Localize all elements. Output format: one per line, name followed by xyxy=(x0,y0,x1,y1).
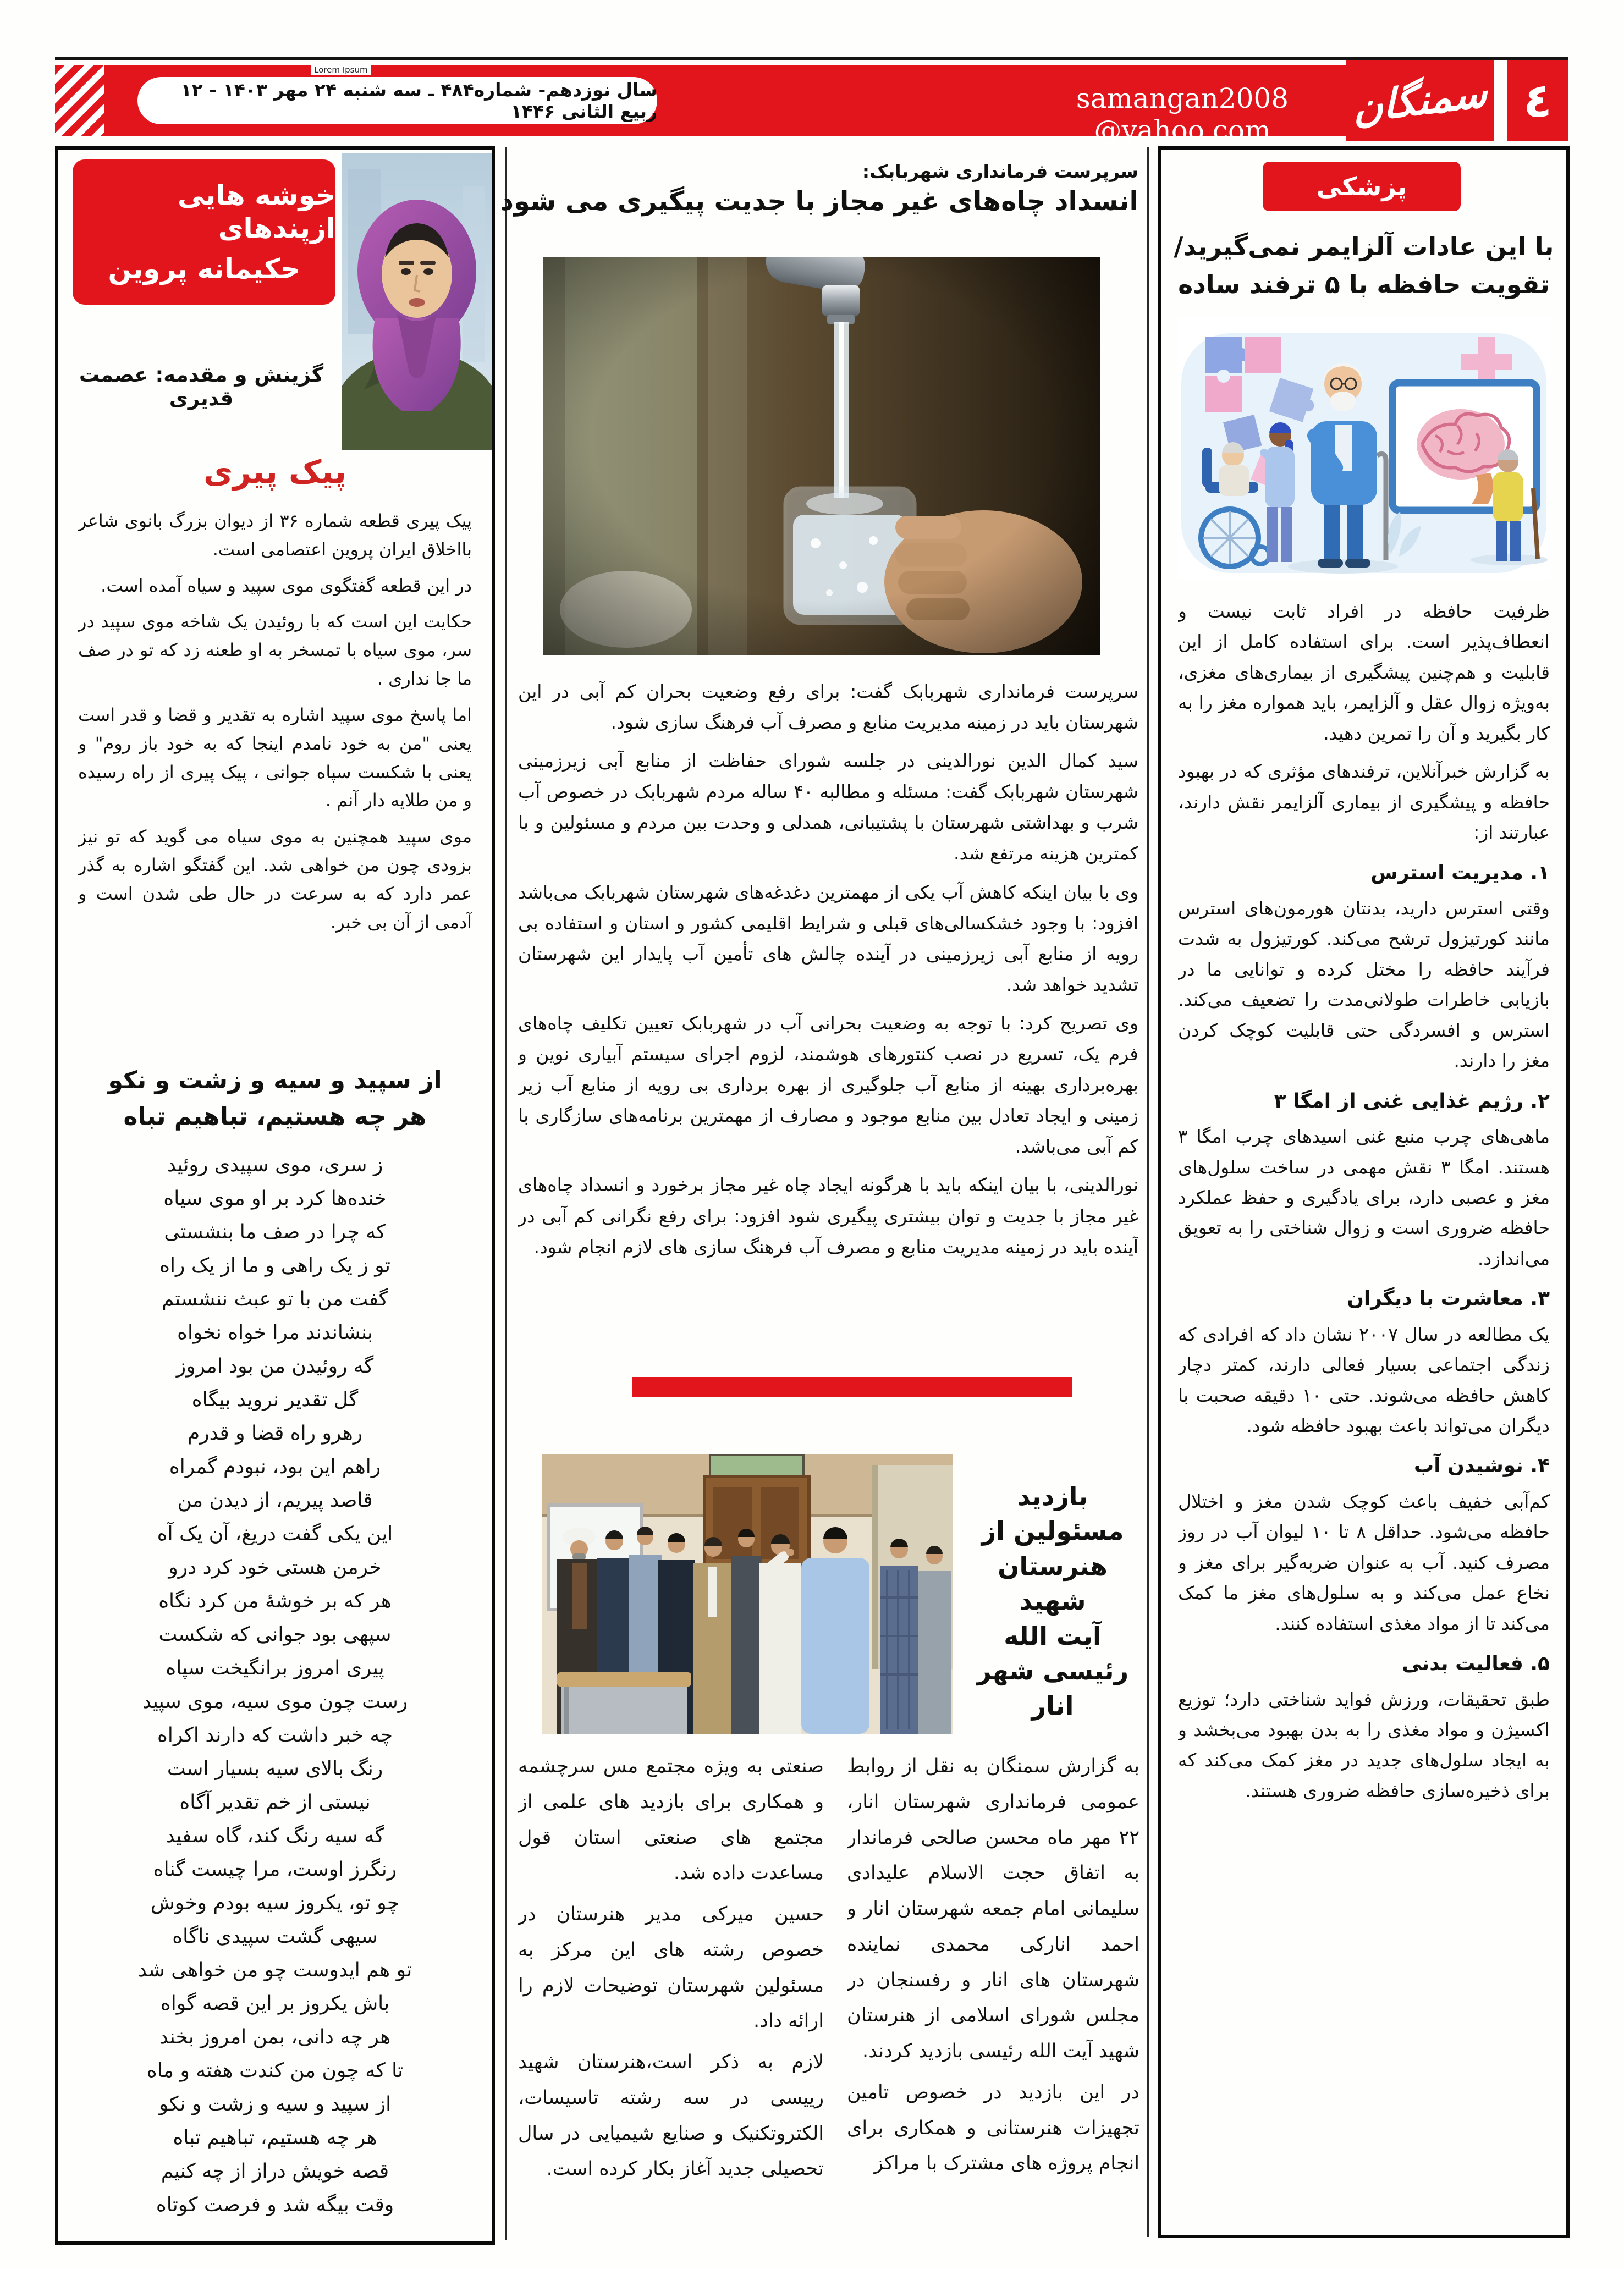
poem-line: سپهی بود جوانی که شکست xyxy=(158,1623,392,1646)
wells-paragraph: سید کمال الدین نورالدینی در جلسه شورای حفاظت از منابع آبی زیرزمینی شهرستان شهربابک گفت: مسئله و مطالبه ۴۰ ساله مردم شهربابک در خصوص آب شرب و بهداشتی شهرستان با پشتیبانی، همدلی و وحدت بین مردم و مسئولین و با کمترین هزینه مرتفع شد. xyxy=(518,750,1138,864)
school-title-line: انار xyxy=(1031,1690,1074,1721)
page-number: ٤ xyxy=(1523,73,1553,128)
poem-line: چو تو، یکروز سیه بودم وخوش xyxy=(150,1892,400,1914)
alzheimer-illustration-art xyxy=(1177,318,1551,581)
medical-article-body xyxy=(1178,596,1550,2224)
parvin-byline: گزینش و مقدمه: عصمت قدیری xyxy=(79,363,324,410)
parvin-intro-paragraph: پیک پیری قطعه شماره ۳۶ از دیوان بزرگ بانوی شاعر بااخلاق ایران پروین اعتصامی است. xyxy=(78,510,472,560)
school-paragraph: حسین میرکی مدیر هنرستان در خصوص رشته های این مرکز به مسئولین شهرستان توضیحات لازم را ارائه داد. xyxy=(518,1903,824,2032)
school-title-line: شهید xyxy=(1019,1586,1086,1616)
poem-line: خرمن هستی خود کرد درو xyxy=(168,1556,382,1579)
tap-water-photo xyxy=(543,257,1100,655)
parvin-intro-paragraph: در این قطعه گفتگوی موی سپید و سیاه آمده است. xyxy=(101,575,472,596)
print-artifact-text: Lorem Ipsum xyxy=(311,65,371,75)
school-title-line: هنرستان xyxy=(998,1551,1108,1581)
page-number-badge xyxy=(1507,60,1568,141)
poem-line: گفت من با تو عبث ننشستم xyxy=(162,1288,388,1310)
parvin-portrait-art xyxy=(342,153,492,450)
poem-line: گه سیه رنگ کند، گاه سفید xyxy=(166,1825,384,1847)
school-title-line: بازدید xyxy=(1017,1481,1088,1511)
article-divider xyxy=(632,1377,1072,1397)
medical-subhead: ۱. مدیریت استرس xyxy=(1370,861,1550,884)
wells-paragraph: نورالدینی، با بیان اینکه باید با هرگونه ایجاد چاه غیر مجاز برخورد و انسداد چاه‌های غیر مجاز با جدیت و توان بیشتری پیگیری شود افزود: برای رفع نگرانی کم آبی در آینده باید در زمینه مدیریت منابع و مصرف آب فرهنگ سازی های لازم انجام شود. xyxy=(518,1174,1138,1258)
poem-title: پیک پیری xyxy=(203,453,346,491)
poem-line: خنده‌ها کرد بر او موی سیاه xyxy=(163,1187,387,1210)
poem-line: هر چه دانی، بمن امروز بخند xyxy=(159,2026,391,2048)
issue-date-text: سال نوزدهم- شماره۴۸۴ ـ سه شنبه ۲۴ مهر ۱۴۰۳ - ۱۲ ربیع الثانی ۱۴۴۶ xyxy=(180,79,657,122)
school-paragraph: در این بازدید در خصوص تامین تجهیزات هنرستانی و همکاری برای انجام پروژه های مشترک با مراکز xyxy=(847,2081,1139,2175)
school-article-column-right xyxy=(847,1749,1139,2246)
school-visit-photo xyxy=(542,1454,953,1734)
school-visit-photo-art xyxy=(542,1454,953,1734)
poem-line: هر که بر خوشهٔ من کرد نگاه xyxy=(158,1590,392,1612)
poem-line: قصه خویش دراز از چه کنیم xyxy=(161,2160,389,2183)
poem-line: نیستی از خم تقدیر آگاه xyxy=(179,1791,371,1814)
newspaper-logo-text: سمنگان xyxy=(1352,68,1488,133)
poem-line: تو ز یک راهی و ما از یک راه xyxy=(159,1254,390,1277)
parvin-intro-paragraph: موی سپید همچنین به موی سیاه می گوید که تو نیز بزودی چون من خواهی شد. این گفتگو اشاره به گذر عمر دارد که به سرعت در حال طی شدن است و آدمی از آن بی خبر. xyxy=(78,826,472,933)
medical-title-line: تقویت حافظه با ۵ ترفند ساده xyxy=(1178,269,1550,299)
medical-paragraph: ماهی‌های چرب منبع غنی اسیدهای چرب امگا ۳ هستند. امگا ۳ نقش مهمی در ساخت سلول‌های مغز و عصبی دارد، برای یادگیری و حفظ عملکرد حافظه ضروری است و زوال شناختی را به تعویق می‌اندازد. xyxy=(1178,1126,1550,1269)
medical-subhead: ۴. نوشیدن آب xyxy=(1414,1454,1550,1478)
medical-badge-label: پزشکی xyxy=(1316,172,1407,201)
poem-line: که چرا در صف ما بنشستی xyxy=(164,1221,386,1243)
parvin-portrait xyxy=(342,153,492,450)
parvin-section-box xyxy=(73,159,335,305)
wells-paragraph: وی با بیان اینکه کاهش آب یکی از مهمترین دغدغه‌های شهرستان شهربابک می‌باشد افزود: با وجود خشکسالی‌های قبلی و شرایط اقلیمی کشور و استان و استفاده بی رویه از منابع آبی زیرزمینی در آینده چالش های تأمین آب پایدار این شهرستان تشدید خواهد شد. xyxy=(518,881,1138,995)
header-hatch-decoration xyxy=(55,65,104,136)
parvin-box-title-line2: حکیمانه پروین xyxy=(108,253,300,285)
poem-verse-header xyxy=(58,1062,492,1135)
poem-line: رنگرز اوست، مرا چیست گناه xyxy=(153,1858,397,1881)
medical-article-title xyxy=(1165,228,1563,304)
poem-line: تا که چون من کندت هفته و ماه xyxy=(146,2059,404,2082)
poem-line: این یکی گفت دریغ، آن یک آه xyxy=(157,1523,393,1545)
school-title-line: رئیسی شهر xyxy=(976,1656,1129,1686)
school-paragraph: صنعتی به ویژه مجتمع مس سرچشمه و همکاری برای بازدید های علمی از مجتمع های صنعتی استان قول مساعدت داده شد. xyxy=(518,1755,824,1885)
wells-article-kicker: سرپرست فرمانداری شهربابک: xyxy=(862,161,1138,182)
verse-header-line: هر چه هستیم، تباهیم تباه xyxy=(123,1103,427,1131)
poem-line: گل تقدیر نروید بیگاه xyxy=(191,1389,359,1411)
medical-title-line: با این عادات آلزایمر نمی‌گیرید/ xyxy=(1174,232,1554,261)
poem-line: سیهی گشت سپیدی ناگاه xyxy=(172,1925,378,1948)
poem-line: وقت بیگه شد و فرصت کوتاه xyxy=(156,2194,394,2216)
school-paragraph: لازم به ذکر است،هنرستان شهید رییسی در سه رشته تاسیسات، الکتروتکنیک و صنایع شیمیایی در سال تحصیلی جدید آغاز بکار کرده است. xyxy=(518,2051,824,2180)
poem-line: راهم این بود، نبودم گمراه xyxy=(169,1456,381,1478)
medical-paragraph: کم‌آبی خفیف باعث کوچک شدن مغز و اختلال حافظه می‌شود. حداقل ۸ تا ۱۰ لیوان آب در روز مصرف کنید. آب به عنوان ضربه‌گیر برای مغز و نخاع عمل می‌کند و به سلول‌های مغز ما کمک می‌کند تا از مواد مغذی استفاده کنند. xyxy=(1178,1490,1550,1634)
medical-paragraph: به گزارش خبرآنلاین، ترفندهای مؤثری که در بهبود حافظه و پیشگیری از بیماری آلزایمر نقش دارند، عبارتند از: xyxy=(1178,761,1550,844)
alzheimer-illustration xyxy=(1177,318,1551,581)
wells-paragraph: وی تصریح کرد: با توجه به وضعیت بحرانی آب در شهربابک تعیین تکلیف چاه‌های فرم یک، تسریع در نصب کنتورهای هوشمند، لزوم اجرای سیستم آبیاری نوین و بهره‌برداری بهینه از منابع آب جلوگیری از بهره برداری بی رویه از منابع آب زیر زمینی و ایجاد تعادل بین منابع موجود و مصارف از مهمترین برنامه‌های سازگاری با کم آبی می‌باشد. xyxy=(518,1012,1138,1158)
medical-paragraph: طبق تحقیقات، ورزش فواید شناختی دارد؛ توزیع اکسیژن و مواد مغذی را به بدن بهبود می‌بخشد و به ایجاد سلول‌های جدید در مغز کمک می‌کند که برای ذخیره‌سازی حافظه ضروری هستند. xyxy=(1178,1688,1550,1801)
medical-paragraph: یک مطالعه در سال ۲۰۰۷ نشان داد که افرادی که زندگی اجتماعی بسیار فعالی دارند، کمتر دچار کاهش حافظه می‌شوند. حتی ۱۰ دقیقه صحبت با دیگران می‌تواند باعث بهبود حافظه شود. xyxy=(1178,1323,1550,1437)
tap-water-photo-art xyxy=(543,257,1100,655)
parvin-intro-paragraph: اما پاسخ موی سپید اشاره به تقدیر و قضا و قدر است یعنی "من به خود نامدم اینجا که به خود باز روم" و یعنی با شکست سپاه جوانی ، پیک پیری از راه رسیده و من طلایه دار آنم . xyxy=(78,704,472,811)
poem-line: رست چون موی سیه، موی سپید xyxy=(142,1690,408,1713)
column-separator-right xyxy=(1147,147,1149,2237)
poem-line: قاصد پیریم، از دیدن من xyxy=(177,1489,373,1512)
wells-article-body xyxy=(518,676,1138,1369)
medical-paragraph: وقتی استرس دارید، بدنتان هورمون‌های استرس مانند کورتیزول ترشح می‌کند. کورتیزول به شدت فرآیند حافظه را مختل کرده و توانایی ما در بازیابی خاطرات طولانی‌مدت را تضعیف می‌کند. استرس و افسردگی حتی قابلیت کوچک کردن مغز را دارند. xyxy=(1178,897,1550,1072)
medical-subhead: ۳. معاشرت با دیگران xyxy=(1347,1287,1550,1310)
parvin-box-title-line1: خوشه هایی ازپندهای xyxy=(177,179,335,244)
poem-body xyxy=(58,1148,492,2222)
poem-line: رنگ بالای سیه بسیار است xyxy=(167,1757,383,1780)
header-top-rule xyxy=(55,57,1568,60)
poem-line: رهرو راه قضا و قدرم xyxy=(187,1422,363,1445)
poem-line: ز سری، موی سپیدی روئید xyxy=(167,1154,383,1176)
verse-header-line: از سپید و سیه و زشت و نکو xyxy=(108,1066,442,1094)
poem-line: باش یکروز بر این قصه گواه xyxy=(160,1992,390,2015)
column-separator-left xyxy=(505,147,507,2240)
poem-line: هر چه هستیم، تباهیم تباه xyxy=(173,2126,377,2149)
parvin-intro xyxy=(78,507,472,1057)
medical-section-badge xyxy=(1263,162,1461,211)
school-paragraph: به گزارش سمنگان به نقل از روابط عمومی فرمانداری شهرستان انار، ۲۲ مهر ماه محسن صالحی فرماندار به اتفاق حجت الاسلام علیدادی سلیمانی امام جمعه شهرستان انار و احمد انارکی محمدی نماینده شهرستان های انار و رفسنجان در مجلس شورای اسلامی از هنرستان شهید آیت الله رئیسی بازدید کردند. xyxy=(847,1755,1139,2062)
wells-article-headline: انسداد چاه‌های غیر مجاز با جدیت پیگیری می شود xyxy=(500,186,1138,217)
school-article-title xyxy=(965,1479,1140,1723)
issue-date-pill xyxy=(137,77,657,124)
school-title-line: مسئولین از xyxy=(981,1516,1124,1546)
medical-subhead: ۲. رژیم غذایی غنی از امگا ۳ xyxy=(1274,1089,1550,1112)
poem-line: پیری امروز برانگیخت سپاه xyxy=(166,1657,384,1679)
parvin-intro-paragraph: حکایت این است که با روئیدن یک شاخه موی سپید در سر، موی سیاه با تمسخر به او طعنه زد که تو در صف ما جا نداری . xyxy=(78,611,472,690)
poem-line: گه روئیدن من بود امروز xyxy=(176,1355,374,1378)
poem-line: چه خبر داشت که دارند اکراه xyxy=(157,1724,393,1746)
poem-line: تو هم ایدوست چو من خواهی شد xyxy=(137,1959,412,1981)
newspaper-email: samangan2008 @yahoo.com xyxy=(1076,82,1289,146)
medical-paragraph: ظرفیت حافظه در افراد ثابت نیست و انعطاف‌پذیر است. برای استفاده کامل از این قابلیت و هم‌چنین پیشگیری از بیماری‌های مغزی، به‌ویژه زوال عقل و آلزایمر، باید همواره مغز را به کار بگیرید و آن را تمرین دهید. xyxy=(1178,600,1550,744)
poem-line: بنشاندند مرا خواه نخواه xyxy=(177,1321,373,1344)
poem-line: از سپید و سیه و زشت و نکو xyxy=(158,2093,392,2115)
wells-paragraph: سرپرست فرمانداری شهربابک گفت: برای رفع وضعیت بحران کم آبی در این شهرستان باید در زمینه مدیریت منابع و مصرف آب فرهنگ سازی شود. xyxy=(518,681,1138,734)
newspaper-logo xyxy=(1346,60,1494,141)
school-title-line: آیت الله xyxy=(1004,1621,1102,1651)
medical-subhead: ۵. فعالیت بدنی xyxy=(1402,1652,1550,1676)
school-article-column-left xyxy=(518,1749,824,2246)
